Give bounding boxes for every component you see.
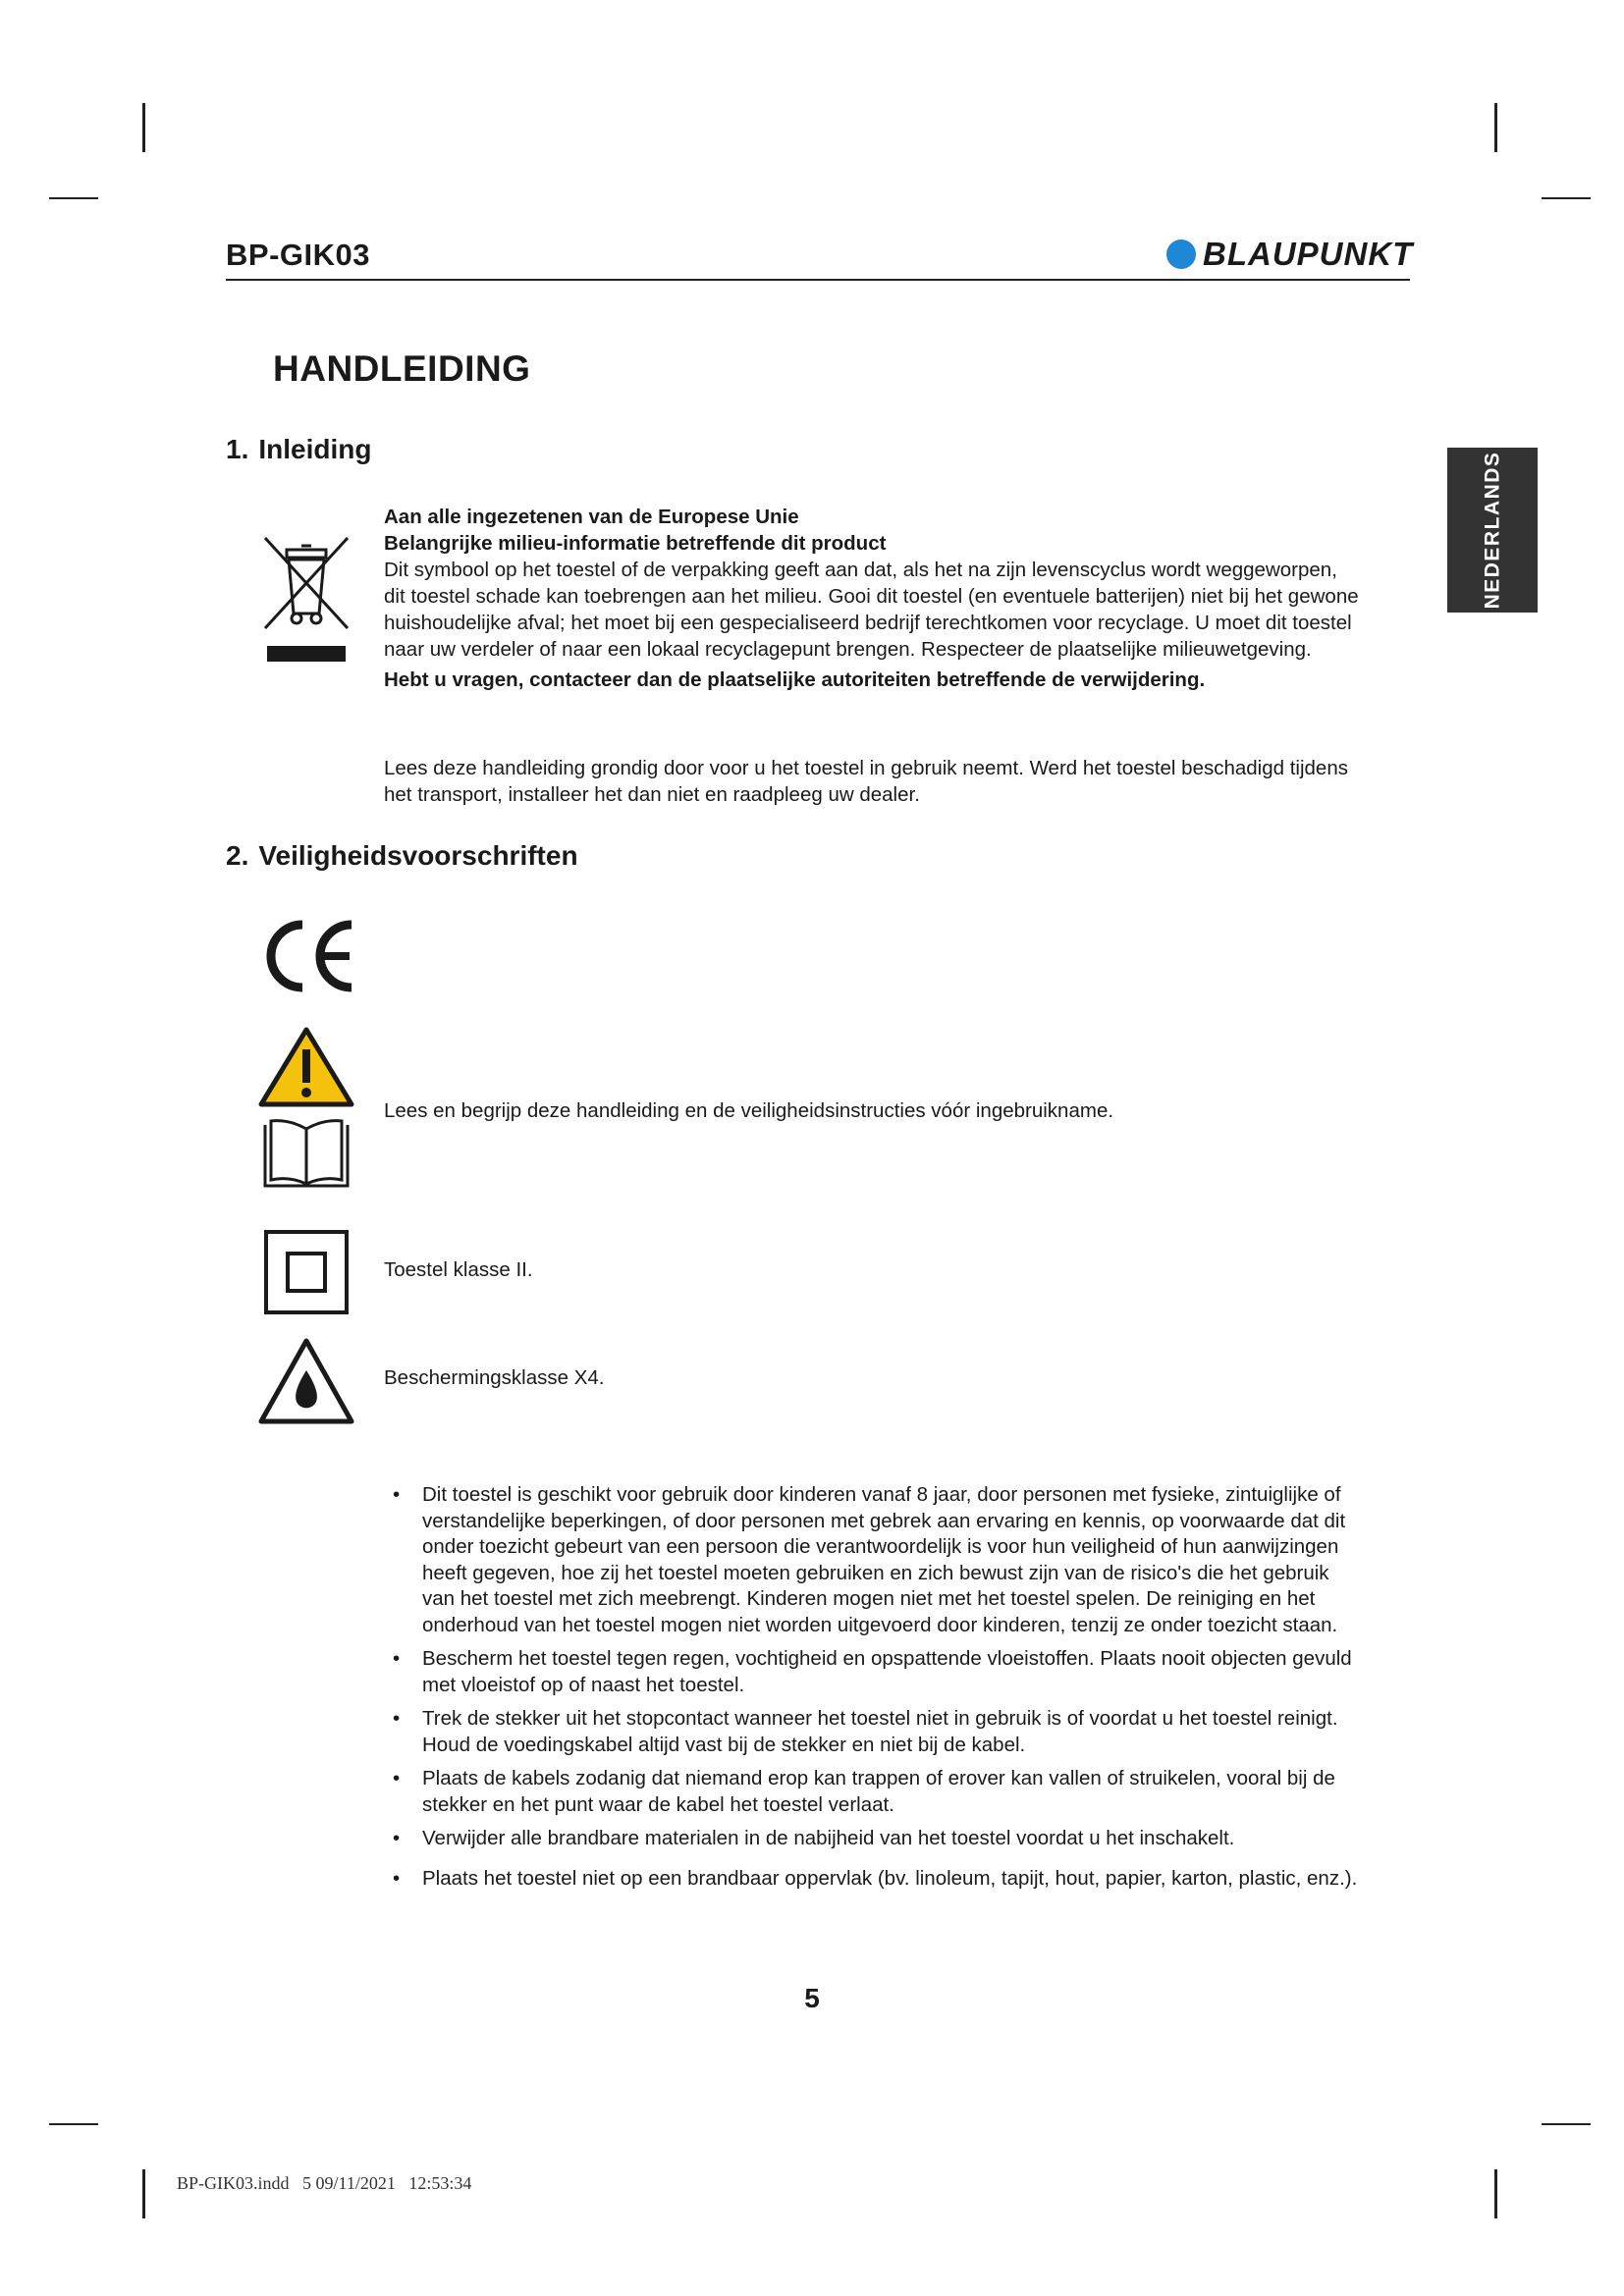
read-note bbox=[384, 755, 1425, 808]
page-title: HANDLEIDING bbox=[273, 348, 531, 389]
bullet-dot-icon: • bbox=[393, 1866, 401, 1890]
list-item bbox=[393, 1482, 1424, 1638]
bullet-line: Verwijder alle brandbare materialen in de nabijheid van het toestel voordat u het inschakelt. bbox=[422, 1827, 1235, 1849]
bullet-line: heeft gegeven, hoe zij het toestel moeten gebruiken en zich bewust zijn van de risico's die het gebruik bbox=[422, 1561, 1329, 1584]
brand-logo bbox=[1166, 236, 1413, 273]
header-rule bbox=[226, 279, 1410, 281]
crop-mark-bottom-left-h bbox=[49, 2123, 98, 2125]
ipx4-drop-icon bbox=[257, 1337, 355, 1425]
read-note-line: Lees deze handleiding grondig door voor u het toestel in gebruik neemt. Werd het toestel beschadigd tijdens bbox=[384, 757, 1348, 779]
crop-mark-bottom-right bbox=[1494, 2169, 1497, 2218]
intro-block bbox=[384, 504, 1425, 693]
bullet-dot-icon: • bbox=[393, 1647, 401, 1670]
bullet-line: met vloeistof op of naast het toestel. bbox=[422, 1673, 745, 1696]
bullet-dot-icon: • bbox=[393, 1483, 401, 1506]
bullet-line: Plaats het toestel niet op een brandbaar oppervlak (bv. linoleum, tapijt, hout, papier, karton, plastic, enz.). bbox=[422, 1866, 1358, 1890]
list-item bbox=[393, 1706, 1424, 1758]
section-2-heading bbox=[226, 840, 578, 872]
read-note-line: het transport, installeer het dan niet en raadpleeg uw dealer. bbox=[384, 783, 920, 806]
read-manual-caption: Lees en begrijp deze handleiding en de veiligheidsinstructies vóór ingebruikname. bbox=[384, 1099, 1114, 1122]
list-item bbox=[393, 1866, 1424, 1893]
bullet-line: stekker en het punt waar de kabel het toestel verlaat. bbox=[422, 1792, 894, 1816]
bullet-line: onder toezicht gebeurt van een persoon die verantwoordelijk is voor hun veiligheid of hun aanwijzingen bbox=[422, 1535, 1339, 1558]
section-1-heading bbox=[226, 434, 371, 465]
brand-name: BLAUPUNKT bbox=[1203, 236, 1414, 272]
bullet-line: Plaats de kabels zodanig dat niemand erop kan trappen of erover kan vallen of struikelen, vooral bij de bbox=[422, 1767, 1335, 1789]
print-slug: BP-GIK03.indd 5 09/11/2021 12:53:34 bbox=[177, 2173, 472, 2193]
bullet-dot-icon: • bbox=[393, 1767, 401, 1789]
safety-bullet-list bbox=[393, 1482, 1424, 1899]
section-1-title: Inleiding bbox=[258, 434, 372, 464]
weee-bin-icon bbox=[257, 530, 355, 667]
bullet-line: Trek de stekker uit het stopcontact wanneer het toestel niet in gebruik is of voordat u het toestel reinigt. bbox=[422, 1707, 1338, 1730]
bullet-line: Dit toestel is geschikt voor gebruik door kinderen vanaf 8 jaar, door personen met fysieke, zintuiglijke of bbox=[422, 1483, 1341, 1506]
bullet-line: Bescherm het toestel tegen regen, vochtigheid en opspattende vloeistoffen. Plaats nooit objecten gevuld bbox=[422, 1647, 1352, 1670]
language-tab-label: NEDERLANDS bbox=[1481, 451, 1503, 610]
list-item bbox=[393, 1826, 1424, 1852]
read-manual-icon bbox=[257, 1115, 355, 1194]
bullet-line: verstandelijke beperkingen, of door personen met gebrek aan ervaring en kennis, op voorwaarde dat dit bbox=[422, 1509, 1346, 1532]
section-2-title: Veiligheidsvoorschriften bbox=[258, 840, 578, 871]
bullet-dot-icon: • bbox=[393, 1707, 401, 1730]
ce-mark-icon bbox=[259, 915, 357, 998]
bullet-line: onderhoud van het toestel mogen niet worden uitgevoerd door kinderen, tenzij ze onder toezicht staan. bbox=[422, 1613, 1338, 1636]
warning-icon bbox=[257, 1026, 355, 1109]
class-ii-caption: Toestel klasse II. bbox=[384, 1258, 533, 1281]
crop-mark-top-left-h bbox=[49, 197, 98, 199]
list-item bbox=[393, 1766, 1424, 1818]
crop-mark-top-right bbox=[1494, 103, 1497, 152]
language-tab bbox=[1447, 448, 1538, 613]
brand-dot-icon bbox=[1166, 240, 1196, 269]
intro-line: Dit symbool op het toestel of de verpakking geeft aan dat, als het na zijn levenscyclus wordt weggeworpen, bbox=[384, 559, 1337, 581]
bullet-line: van het toestel met zich meebrengt. Kinderen mogen niet met het toestel spelen. De reiniging en het bbox=[422, 1587, 1316, 1610]
intro-line: huishoudelijke afval; het moet bij een gespecialiseerd bedrijf terechtkomen voor recyclage. U moet dit toestel bbox=[384, 612, 1352, 634]
crop-mark-bottom-left bbox=[142, 2169, 145, 2218]
section-1-number: 1. bbox=[226, 434, 249, 464]
crop-mark-top-right-h bbox=[1542, 197, 1591, 199]
bullet-line: Houd de voedingskabel altijd vast bij de stekker en niet bij de kabel. bbox=[422, 1733, 1026, 1756]
bullet-dot-icon: • bbox=[393, 1827, 401, 1849]
crop-mark-bottom-right-h bbox=[1542, 2123, 1591, 2125]
page-number: 5 bbox=[804, 1983, 820, 2013]
crop-mark-top-left bbox=[142, 103, 145, 152]
intro-line: dit toestel schade kan toebrengen aan het milieu. Gooi dit toestel (en eventuele batterijen) niet bij het gewone bbox=[384, 585, 1359, 608]
list-item bbox=[393, 1646, 1424, 1698]
intro-line: naar uw verdeler of naar een lokaal recyclagepunt brengen. Respecteer de plaatselijke milieuwetgeving. bbox=[384, 638, 1312, 661]
header-model: BP-GIK03 bbox=[226, 238, 370, 272]
eu-heading: Aan alle ingezetenen van de Europese Unie bbox=[384, 506, 799, 528]
environment-heading: Belangrijke milieu-informatie betreffende dit product bbox=[384, 532, 887, 555]
class-ii-icon bbox=[263, 1229, 350, 1315]
section-2-number: 2. bbox=[226, 840, 249, 871]
ipx4-caption: Beschermingsklasse X4. bbox=[384, 1366, 605, 1389]
questions-note: Hebt u vragen, contacteer dan de plaatselijke autoriteiten betreffende de verwijdering. bbox=[384, 668, 1206, 691]
